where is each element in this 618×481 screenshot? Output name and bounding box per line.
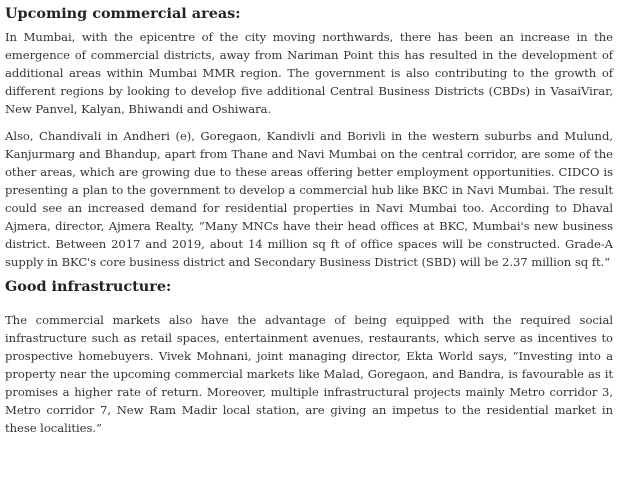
section-spacer	[5, 301, 613, 311]
article-body	[5, 5, 613, 437]
paragraph-commercial-markets: The commercial markets also have the advantage of being equipped with the required social infrastructure such as retail spaces, entertainment avenues, restaurants, which serve as incentives to prospective homebuyers. Vivek Mohnani, joint managing director, Ekta World says, “Investing into a property near the upcoming commercial markets like Malad, Goregaon, and Bandra, is favourable as it promises a higher rate of return. Moreover, multiple infrastructural projects mainly Metro corridor 3, Metro corridor 7, New Ram Madir local station, are giving an impetus to the residential market in these localities.“	[5, 313, 613, 435]
section-heading-upcoming-commercial-areas: Upcoming commercial areas:	[5, 5, 241, 22]
section-heading-good-infrastructure: Good infrastructure:	[5, 278, 172, 295]
paragraph-mumbai-epicentre: In Mumbai, with the epicentre of the city moving northwards, there has been an increase in the emergence of commercial districts, away from Nariman Point this has resulted in the development of additional areas within Mumbai MMR region. The government is also contributing to the growth of different regions by looking to develop five additional Central Business Districts (CBDs) in VasaiVirar, New Panvel, Kalyan, Bhiwandi and Oshiwara.	[5, 30, 613, 116]
paragraph-chandivali-cidco: Also, Chandivali in Andheri (e), Goregaon, Kandivli and Borivli in the western suburbs and Mulund, Kanjurmarg and Bhandup, apart from Thane and Navi Mumbai on the central corridor, are some of the other areas, which are growing due to these areas offering better employment opportunities. CIDCO is presenting a plan to the government to develop a commercial hub like BKC in Navi Mumbai. The result could see an increased demand for residential properties in Navi Mumbai too. According to Dhaval Ajmera, director, Ajmera Realty, “Many MNCs have their head offices at BKC, Mumbai's new business district. Between 2017 and 2019, about 14 million sq ft of office spaces will be constructed. Grade-A supply in BKC's core business district and Secondary Business District (SBD) will be 2.37 million sq ft.“	[5, 129, 613, 269]
